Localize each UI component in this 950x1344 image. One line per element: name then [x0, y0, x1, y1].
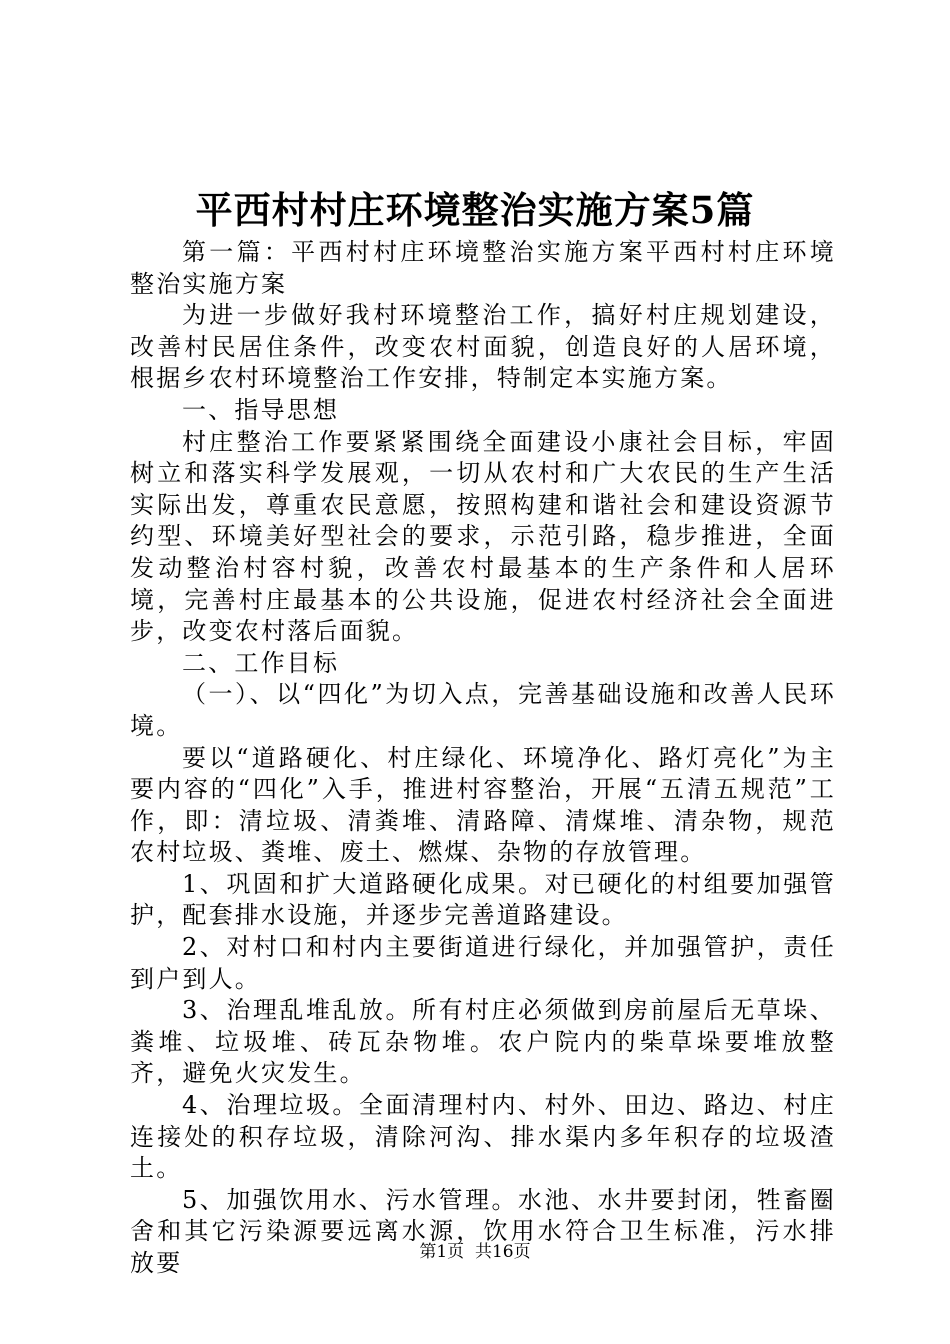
list-item-roads: 1、巩固和扩大道路硬化成果。对已硬化的村组要加强管护，配套排水设施，并逐步完善道路建设。	[130, 869, 836, 930]
paragraph-guiding-thought: 村庄整治工作要紧紧围绕全面建设小康社会目标，牢固树立和落实科学发展观，一切从农村和广大农民的生产生活实际出发，尊重农民意愿，按照构建和谐社会和建设资源节约型、环境美好型社会的要求，示范引路，稳步推进，全面发动整治村容村貌，改善农村最基本的生产条件和人居环境，完善村庄最基本的公共设施，促进农村经济社会全面进步，改变农村落后面貌。	[130, 427, 836, 646]
subheading-four-modernizations: （一）、以“四化”为切入点，完善基础设施和改善人民环境。	[130, 680, 836, 740]
document-body	[130, 237, 836, 1280]
list-item-greening: 2、对村口和村内主要街道进行绿化，并加强管护，责任到户到人。	[130, 933, 836, 993]
paragraph-four-modernizations: 要以“道路硬化、村庄绿化、环境净化、路灯亮化”为主要内容的“四化”入手，推进村容整治，开展“五清五规范”工作，即：清垃圾、清粪堆、清路障、清煤堆、清杂物，规范农村垃圾、粪堆、废土、燃煤、杂物的存放管理。	[130, 743, 836, 867]
list-item-clutter: 3、治理乱堆乱放。所有村庄必须做到房前屋后无草垛、粪堆、垃圾堆、砖瓦杂物堆。农户院内的柴草垛要堆放整齐，避免火灾发生。	[130, 996, 836, 1088]
document-title: 平西村村庄环境整治实施方案5篇	[195, 188, 755, 232]
page-number-footer: 第1页 共16页	[419, 1242, 531, 1262]
paragraph-intro: 第一篇：平西村村庄环境整治实施方案平西村村庄环境整治实施方案	[130, 238, 836, 298]
list-item-garbage: 4、治理垃圾。全面清理村内、村外、田边、路边、村庄连接处的积存垃圾，清除河沟、排水渠内多年积存的垃圾渣土。	[130, 1091, 836, 1183]
section-heading-work-goals: 二、工作目标	[182, 648, 340, 677]
section-heading-guiding-thought: 一、指导思想	[182, 395, 340, 424]
paragraph-purpose: 为进一步做好我村环境整治工作，搞好村庄规划建设，改善村民居住条件，改变农村面貌，创造良好的人居环境，根据乡农村环境整治工作安排，特制定本实施方案。	[130, 301, 836, 393]
list-item-water: 5、加强饮用水、污水管理。水池、水井要封闭，牲畜圈舍和其它污染源要远离水源，饮用水符合卫生标准，污水排放要	[130, 1185, 836, 1277]
